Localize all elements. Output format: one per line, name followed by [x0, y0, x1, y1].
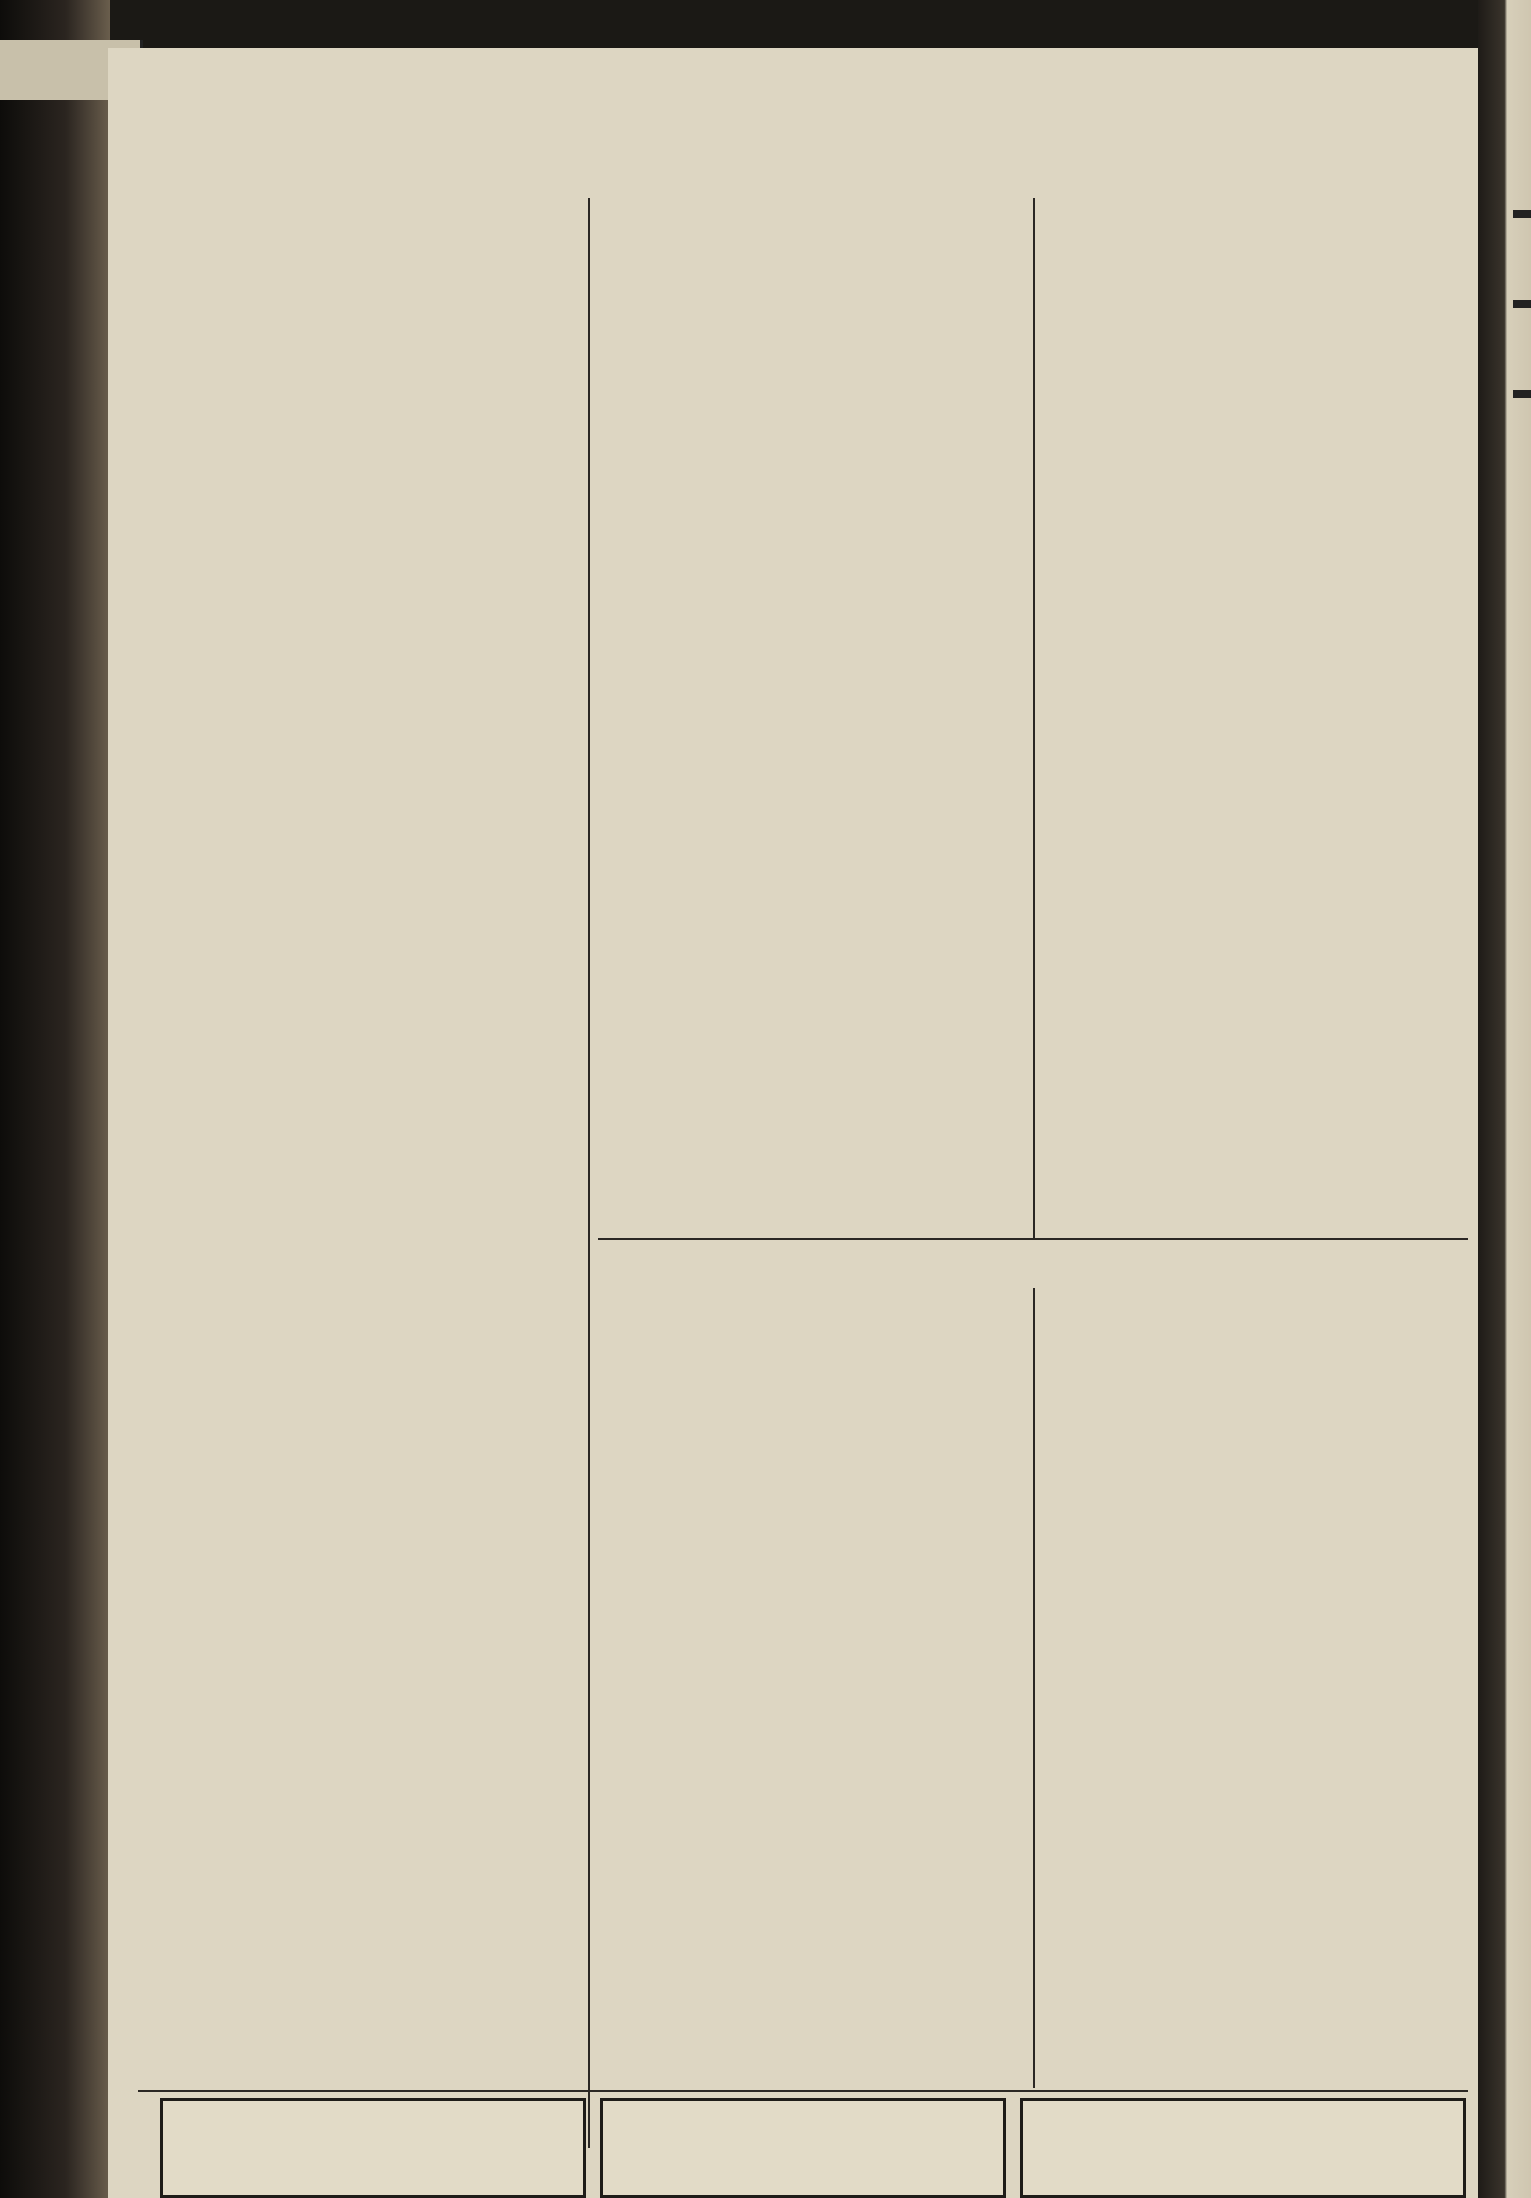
ads-strip [160, 2098, 1480, 2198]
column-2 [600, 208, 1020, 1228]
feature-headline-block [598, 1244, 1468, 1284]
ad-gerdes [600, 2098, 1006, 2198]
newspaper-page [108, 48, 1478, 2198]
feature-column-left [600, 1288, 1020, 2088]
column-rule [1033, 1288, 1035, 2088]
feature-column-right [1046, 1288, 1466, 2088]
section-rule [598, 1238, 1468, 1240]
column-1 [138, 208, 578, 2178]
column-3 [1046, 160, 1466, 1230]
ads-rule [138, 2090, 1468, 2092]
ad-nordenham [160, 2098, 586, 2198]
headline-block [138, 160, 1018, 206]
ad-fahrraeder [1020, 2098, 1466, 2198]
column-rule [588, 198, 590, 2148]
page-stack-edge [1478, 0, 1531, 2198]
book-spine [0, 0, 110, 2198]
column-rule [1033, 198, 1035, 1238]
